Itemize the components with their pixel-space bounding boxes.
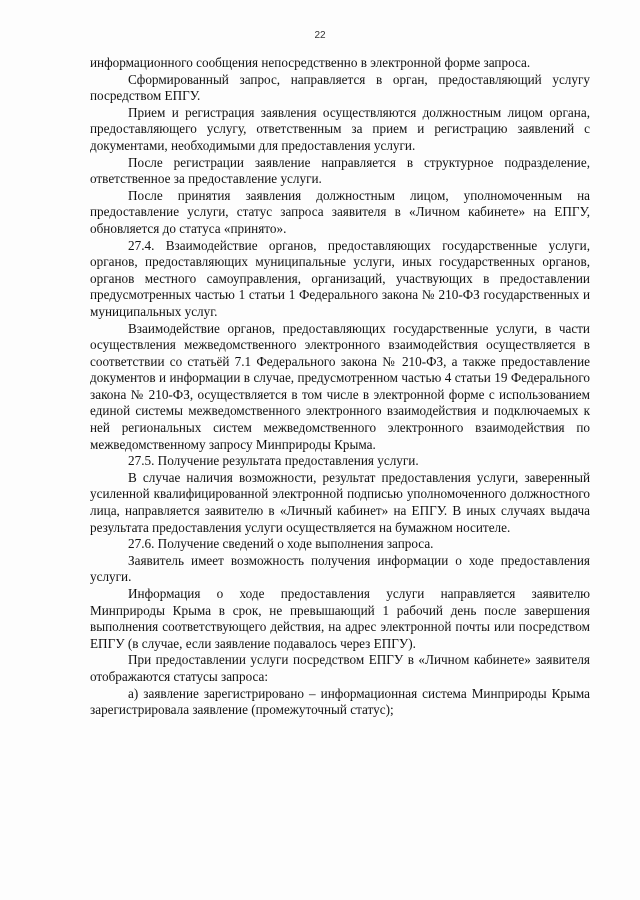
body-text — [90, 55, 590, 719]
paragraph-after-registration: После регистрации заявление направляется в структурное подразделение, ответственное за предоставление услуги. — [90, 154, 590, 187]
section-heading-27-6: 27.6. Получение сведений о ходе выполнения запроса. — [128, 536, 434, 552]
paragraph-progress-info: Информация о ходе предоставления услуги направляется заявителю Минприроды Крыма в срок, не превышающий 1 рабочий день после завершения выполнения соответствующего действия, на адрес электронной почты или посредством ЕПГУ (в случае, если заявление подавалось через ЕПГУ). — [90, 586, 590, 651]
paragraph-status-accepted: После принятия заявления должностным лицом, уполномоченным на предоставление услуги, статус запроса заявителя в «Личном кабинете» на ЕПГУ, обновляется до статуса «принято». — [90, 187, 590, 236]
section-heading-27-4: 27.4. Взаимодействие органов, предоставляющих государственные услуги, органов, предоставляющих муниципальные услуги, иных государственных органов, органов местного самоуправления, организаций, участвующих в предоставлении предусмотренных частью 1 статьи 1 Федерального закона № 210-ФЗ государственных и муниципальных услуг. — [90, 237, 590, 319]
paragraph-applicant-info: Заявитель имеет возможность получения информации о ходе предоставления услуги. — [90, 552, 590, 585]
section-heading-27-5: 27.5. Получение результата предоставления услуги. — [128, 453, 419, 469]
paragraph-reception-registration: Прием и регистрация заявления осуществляются должностным лицом органа, предоставляющего услугу, ответственным за прием и регистрацию заявлений с документами, необходимыми для предоставления услуги. — [90, 104, 590, 153]
paragraph-interagency-interaction: Взаимодействие органов, предоставляющих государственные услуги, в части осуществления межведомственного электронного взаимодействия осуществляется в соответствии со статьёй 7.1 Федерального закона № 210-ФЗ, а также предоставление документов и информации в случае, предусмотренном частью 4 статьи 19 Федерального закона № 210-ФЗ, осуществляется в том числе в электронной форме с использованием единой системы межведомственного электронного взаимодействия и подключаемых к ней региональных систем межведомственного электронного взаимодействия по межведомственному запросу Минприроды Крыма. — [90, 320, 590, 452]
paragraph-result-delivery: В случае наличия возможности, результат предоставления услуги, заверенный усиленной квалифицированной электронной подписью уполномоченного должностного лица, направляется заявителю в «Личный кабинет» на ЕПГУ. В иных случаях выдача результата предоставления услуги осуществляется на бумажном носителе. — [90, 469, 590, 535]
paragraph-request-sent: Сформированный запрос, направляется в орган, предоставляющий услугу посредством ЕПГУ. — [90, 71, 590, 104]
paragraph-statuses-intro: При предоставлении услуги посредством ЕПГУ в «Личном кабинете» заявителя отображаются статусы запроса: — [90, 652, 590, 684]
list-item-status-a: а) заявление зарегистрировано – информационная система Минприроды Крыма зарегистрировала заявление (промежуточный статус); — [90, 685, 590, 718]
page-number: 22 — [314, 30, 326, 41]
paragraph-continuation: информационного сообщения непосредственно в электронной форме запроса. — [90, 55, 531, 70]
